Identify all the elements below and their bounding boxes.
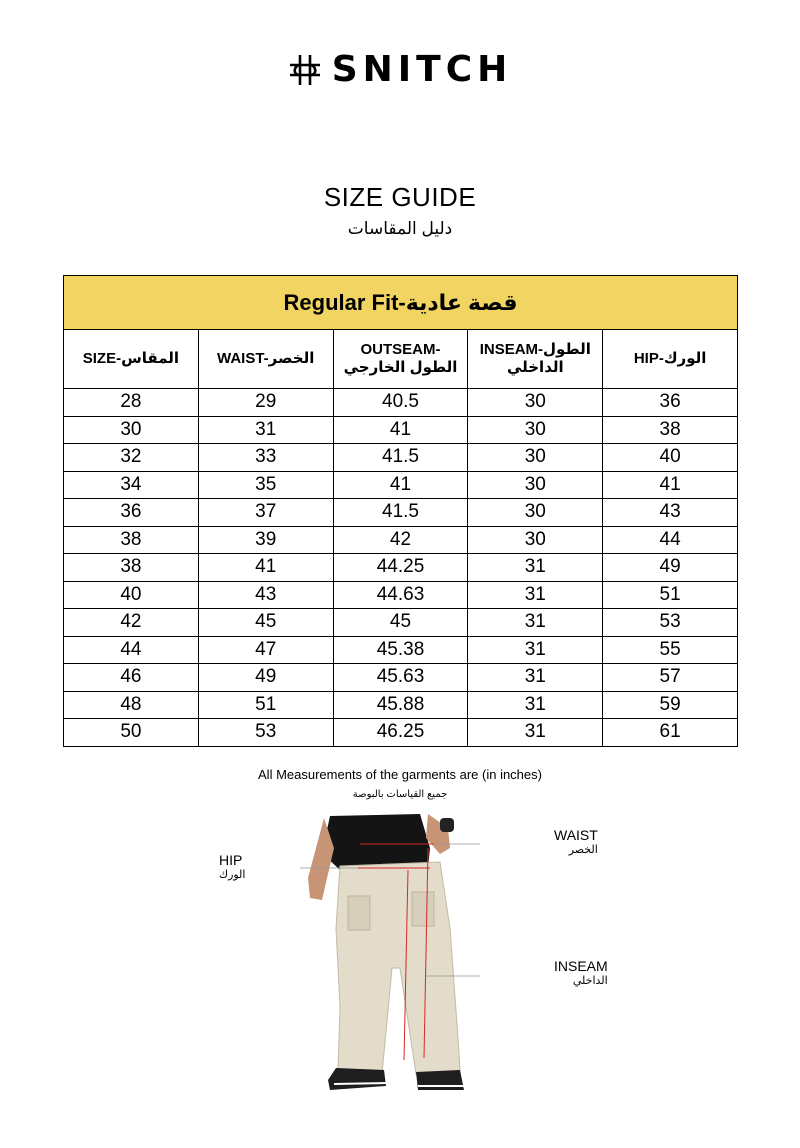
hip-callout-label-arabic: الورك (219, 868, 246, 881)
table-cell: 31 (468, 609, 603, 637)
table-cell: 31 (468, 664, 603, 692)
table-row (64, 636, 738, 664)
brand-name: SNITCH (331, 49, 513, 90)
page-subtitle-arabic: دليل المقاسات (347, 219, 453, 238)
table-cell: 44 (603, 526, 738, 554)
table-row (64, 389, 738, 417)
column-header-ar: الورك (663, 350, 707, 367)
table-cell: 45.88 (333, 691, 468, 719)
table-cell: 50 (64, 719, 199, 747)
table-row (64, 444, 738, 472)
table-cell: 33 (198, 444, 333, 472)
table-cell: 34 (64, 471, 199, 499)
table-cell: 31 (468, 691, 603, 719)
table-cell: 31 (468, 581, 603, 609)
table-cell: 39 (198, 526, 333, 554)
table-cell: 36 (64, 499, 199, 527)
table-cell: 42 (64, 609, 199, 637)
fit-header-row (64, 276, 738, 330)
hash-grid-icon (288, 53, 322, 87)
column-header-ar: الطول الداخلي (506, 341, 591, 376)
brand-logo (0, 49, 800, 90)
table-cell: 30 (64, 416, 199, 444)
table-cell: 31 (468, 554, 603, 582)
table-cell: 29 (198, 389, 333, 417)
table-cell: 45.63 (333, 664, 468, 692)
table-cell: 51 (198, 691, 333, 719)
table-cell: 61 (603, 719, 738, 747)
hip-callout-label: HIP (219, 852, 243, 868)
page-title: SIZE GUIDE (323, 182, 477, 212)
table-cell: 44 (64, 636, 199, 664)
table-cell: 38 (64, 526, 199, 554)
measurement-note-arabic: جميع القياسات بالبوصة (352, 789, 448, 800)
table-cell: 46.25 (333, 719, 468, 747)
table-cell: 44.25 (333, 554, 468, 582)
table-cell: 43 (198, 581, 333, 609)
table-row (64, 664, 738, 692)
table-cell: 48 (64, 691, 199, 719)
table-cell: 31 (198, 416, 333, 444)
column-header (603, 330, 738, 389)
table-row (64, 471, 738, 499)
table-cell: 45.38 (333, 636, 468, 664)
table-cell: 40.5 (333, 389, 468, 417)
waist-callout (554, 827, 598, 857)
table-cell: 30 (468, 389, 603, 417)
inseam-callout-label: INSEAM (554, 958, 608, 974)
hip-callout (219, 852, 245, 882)
column-header-en: OUTSEAM- (360, 341, 441, 358)
table-cell: 49 (198, 664, 333, 692)
column-header-ar: المقاس (121, 350, 180, 367)
table-cell: 30 (468, 416, 603, 444)
table-cell: 49 (603, 554, 738, 582)
table-cell: 31 (468, 636, 603, 664)
table-cell: 41.5 (333, 444, 468, 472)
table-cell: 37 (198, 499, 333, 527)
table-cell: 30 (468, 526, 603, 554)
table-row (64, 719, 738, 747)
table-body (64, 389, 738, 747)
table-cell: 44.63 (333, 581, 468, 609)
column-header-en: INSEAM- (479, 341, 544, 358)
inseam-callout (554, 958, 608, 988)
table-row (64, 581, 738, 609)
table-cell: 31 (468, 719, 603, 747)
size-table (63, 275, 738, 747)
table-cell: 30 (468, 499, 603, 527)
table-row (64, 499, 738, 527)
column-header-en: WAIST- (217, 350, 269, 367)
table-cell: 57 (603, 664, 738, 692)
table-cell: 53 (198, 719, 333, 747)
column-header (333, 330, 468, 389)
table-cell: 45 (198, 609, 333, 637)
fit-label: Regular Fit-قصة عادية (64, 276, 738, 330)
table-cell: 40 (64, 581, 199, 609)
table-cell: 53 (603, 609, 738, 637)
column-header (198, 330, 333, 389)
table-cell: 30 (468, 471, 603, 499)
table-row (64, 609, 738, 637)
table-cell: 36 (603, 389, 738, 417)
table-cell: 41 (333, 471, 468, 499)
column-header-ar: الطول الخارجي (343, 359, 458, 376)
column-header (468, 330, 603, 389)
table-cell: 38 (64, 554, 199, 582)
waist-callout-label: WAIST (554, 827, 598, 843)
table-cell: 41 (333, 416, 468, 444)
table-row (64, 416, 738, 444)
column-header-ar: الخصر (268, 350, 315, 367)
table-cell: 51 (603, 581, 738, 609)
table-cell: 32 (64, 444, 199, 472)
table-row (64, 691, 738, 719)
table-cell: 41.5 (333, 499, 468, 527)
model-in-cargo-pants-illustration (300, 808, 480, 1098)
table-cell: 28 (64, 389, 199, 417)
table-row (64, 526, 738, 554)
measurement-note: All Measurements of the garments are (in inches) (258, 767, 542, 782)
table-cell: 47 (198, 636, 333, 664)
column-header-en: HIP- (633, 350, 664, 367)
inseam-callout-label-arabic: الداخلي (572, 974, 608, 987)
table-cell: 35 (198, 471, 333, 499)
column-header (64, 330, 199, 389)
table-cell: 30 (468, 444, 603, 472)
table-cell: 55 (603, 636, 738, 664)
table-cell: 41 (198, 554, 333, 582)
table-cell: 38 (603, 416, 738, 444)
table-row (64, 554, 738, 582)
table-cell: 46 (64, 664, 199, 692)
column-header-row (64, 330, 738, 389)
table-cell: 59 (603, 691, 738, 719)
table-cell: 43 (603, 499, 738, 527)
table-cell: 41 (603, 471, 738, 499)
table-cell: 40 (603, 444, 738, 472)
column-header-en: SIZE- (82, 350, 122, 367)
table-cell: 45 (333, 609, 468, 637)
waist-callout-label-arabic: الخصر (568, 843, 598, 856)
table-cell: 42 (333, 526, 468, 554)
